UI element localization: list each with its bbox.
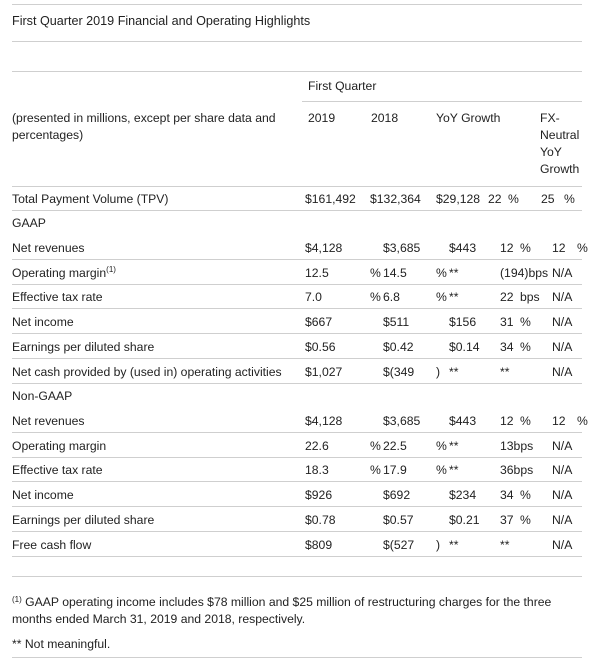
nongaap-cell-d: 12 <box>500 414 514 428</box>
row-rule <box>12 383 582 384</box>
nongaap-row-label <box>12 487 74 503</box>
nongaap-row-label <box>12 537 91 553</box>
gaap-cell-e: N/A <box>552 265 573 280</box>
nongaap-section-title: Non-GAAP <box>12 389 73 403</box>
gaap-cell-a: $667 <box>305 315 333 330</box>
gaap-row-label <box>12 289 103 305</box>
row-label-text: Effective tax rate <box>12 290 103 305</box>
footnote-2: ** Not meaningful. <box>12 637 111 651</box>
row-label-text: Net revenues <box>12 414 85 428</box>
gaap-cell-b: $511 <box>383 315 410 330</box>
nongaap-cell-d: 36bps <box>500 463 534 478</box>
nongaap-cell-d-unit: % <box>520 488 531 503</box>
nongaap-cell-d: 13bps <box>500 438 534 453</box>
row-label-text: Operating margin <box>12 438 107 453</box>
gaap-row-label <box>12 265 116 281</box>
gaap-cell-b-unit: ) <box>436 364 441 379</box>
row-rule <box>12 333 582 334</box>
gaap-cell-e: N/A <box>552 364 573 379</box>
gaap-cell-d-unit: % <box>520 241 531 255</box>
title-rule <box>12 41 582 42</box>
row-label-text: Net revenues <box>12 241 85 255</box>
header-rule <box>12 186 582 187</box>
gaap-cell-b: $0.42 <box>383 339 414 354</box>
nongaap-cell-e: N/A <box>552 512 573 527</box>
gaap-cell-d: 12 <box>500 241 514 255</box>
gaap-cell-b: $(349 <box>383 364 415 379</box>
nongaap-cell-c: ** <box>449 537 459 552</box>
nongaap-cell-a-unit: % <box>370 463 381 478</box>
nongaap-cell-b: $692 <box>383 488 411 503</box>
gaap-cell-a-unit: % <box>370 290 381 305</box>
gaap-cell-b: $3,685 <box>383 241 421 255</box>
gaap-cell-c: $443 <box>449 241 477 255</box>
col-fx-header-1: FX- <box>540 111 560 125</box>
row-label-text: Net income <box>12 488 74 503</box>
row-rule <box>12 432 582 433</box>
bottom-rule <box>12 657 582 658</box>
nongaap-cell-d-unit: % <box>520 414 531 428</box>
gaap-cell-b: 14.5 <box>383 265 407 280</box>
gaap-cell-d: 31 <box>500 315 514 330</box>
nongaap-cell-b: $0.57 <box>383 512 414 527</box>
footnote-rule <box>12 576 582 577</box>
row-rule <box>12 481 582 482</box>
footnote-1 <box>12 594 582 628</box>
gaap-row-label <box>12 240 85 256</box>
col-fx-header-4: Growth <box>540 162 580 176</box>
nongaap-cell-c: ** <box>449 463 459 478</box>
nongaap-row-label <box>12 438 106 454</box>
row-label-header: (presented in millions, except per share data and percentages) <box>12 111 276 142</box>
row-rule <box>12 308 582 309</box>
nongaap-cell-b: 22.5 <box>383 438 407 453</box>
tpv-2019: $161,492 <box>305 192 356 206</box>
row-rule <box>12 531 582 532</box>
nongaap-cell-b-unit: % <box>436 463 447 478</box>
gaap-row-label <box>12 364 282 380</box>
gaap-row-label <box>12 339 154 355</box>
nongaap-cell-d: 37 <box>500 512 514 527</box>
nongaap-cell-c: $0.21 <box>449 512 480 527</box>
gaap-cell-a-unit: % <box>370 265 381 280</box>
gaap-cell-a: $0.56 <box>305 339 336 354</box>
nongaap-row-label <box>12 413 85 429</box>
nongaap-cell-d: 34 <box>500 488 514 503</box>
gaap-cell-a: 12.5 <box>305 265 329 280</box>
gaap-cell-c: $156 <box>449 315 477 330</box>
col-2018-header: 2018 <box>371 111 399 125</box>
gaap-section-title: GAAP <box>12 216 46 230</box>
nongaap-cell-a: 18.3 <box>305 463 329 478</box>
nongaap-row-label <box>12 462 103 478</box>
nongaap-cell-e-unit: % <box>577 414 588 428</box>
table-top-rule <box>12 71 582 72</box>
page-title: First Quarter 2019 Financial and Operating Highlights <box>12 14 311 28</box>
gaap-cell-c: ** <box>449 364 459 379</box>
nongaap-cell-a: 22.6 <box>305 438 329 453</box>
gaap-cell-a: 7.0 <box>305 290 322 305</box>
gaap-cell-a: $1,027 <box>305 364 343 379</box>
row-label-text: Free cash flow <box>12 537 92 552</box>
nongaap-cell-b-unit: % <box>436 438 447 453</box>
row-rule <box>12 457 582 458</box>
row-label-text: Earnings per diluted share <box>12 339 155 354</box>
gaap-cell-e: N/A <box>552 315 573 330</box>
gaap-cell-d: 34 <box>500 339 514 354</box>
tpv-label: Total Payment Volume (TPV) <box>12 192 169 206</box>
gaap-cell-d: 22 <box>500 290 514 305</box>
footnote-1-marker: (1) <box>12 595 22 604</box>
row-rule <box>12 210 582 211</box>
gaap-cell-c: $0.14 <box>449 339 480 354</box>
gaap-cell-c: ** <box>449 265 459 280</box>
nongaap-cell-c: $234 <box>449 488 477 503</box>
col-fx-header-2: Neutral <box>540 128 580 142</box>
nongaap-cell-e: N/A <box>552 488 573 503</box>
nongaap-cell-a: $809 <box>305 537 333 552</box>
tpv-fx: 25 <box>541 192 555 206</box>
gaap-row-label <box>12 314 74 330</box>
nongaap-cell-e: N/A <box>552 463 573 478</box>
row-label-text: Net cash provided by (used in) operating activities <box>12 364 282 379</box>
gaap-cell-d-unit: % <box>520 339 531 354</box>
row-label-text: Net income <box>12 315 74 330</box>
gaap-cell-d-unit: bps <box>520 290 540 305</box>
footnote-1-text: GAAP operating income includes $78 million and $25 million of restructuring charges for the three months ended March 31, 2019 and 2018, respectively. <box>12 595 552 626</box>
nongaap-cell-b: 17.9 <box>383 463 407 478</box>
gaap-cell-b: 6.8 <box>383 290 400 305</box>
gaap-cell-d: ** <box>500 364 510 379</box>
footnote-marker: (1) <box>106 264 116 274</box>
nongaap-cell-c: ** <box>449 438 459 453</box>
gaap-cell-a: $4,128 <box>305 241 343 255</box>
row-rule <box>12 284 582 285</box>
tpv-yoy-abs: $29,128 <box>436 192 481 206</box>
nongaap-row-label <box>12 512 154 528</box>
nongaap-cell-a-unit: % <box>370 438 381 453</box>
col-2019-header: 2019 <box>308 111 336 125</box>
gaap-cell-b-unit: % <box>436 290 447 305</box>
top-rule <box>12 4 582 5</box>
row-rule <box>12 556 582 557</box>
nongaap-cell-b: $3,685 <box>383 414 421 428</box>
nongaap-cell-e: N/A <box>552 438 573 453</box>
nongaap-cell-b: $(527 <box>383 537 415 552</box>
nongaap-cell-a: $0.78 <box>305 512 336 527</box>
gaap-cell-e-unit: % <box>577 241 588 255</box>
nongaap-cell-a: $4,128 <box>305 414 343 428</box>
gaap-cell-d: (194)bps <box>500 265 549 280</box>
nongaap-cell-b-unit: ) <box>436 537 441 552</box>
nongaap-cell-a: $926 <box>305 488 333 503</box>
tpv-yoy-pct: 22 <box>488 192 502 206</box>
gaap-cell-b-unit: % <box>436 265 447 280</box>
nongaap-cell-c: $443 <box>449 414 477 428</box>
gaap-cell-e: 12 <box>552 241 566 255</box>
row-label-text: Operating margin <box>12 265 107 280</box>
tpv-2018: $132,364 <box>370 192 421 206</box>
row-rule <box>12 259 582 260</box>
tpv-fx-unit: % <box>564 192 575 206</box>
period-header: First Quarter <box>308 79 377 93</box>
period-rule <box>302 101 582 102</box>
gaap-cell-e: N/A <box>552 290 573 305</box>
row-rule <box>12 506 582 507</box>
gaap-cell-d-unit: % <box>520 315 531 330</box>
col-yoy-header: YoY Growth <box>436 111 501 125</box>
nongaap-cell-e: 12 <box>552 414 566 428</box>
nongaap-cell-d: ** <box>500 537 510 552</box>
row-label-text: Effective tax rate <box>12 463 103 478</box>
row-label-text: Earnings per diluted share <box>12 512 155 527</box>
col-fx-header-3: YoY <box>540 145 562 159</box>
nongaap-cell-d-unit: % <box>520 512 531 527</box>
row-rule <box>12 358 582 359</box>
nongaap-cell-e: N/A <box>552 537 573 552</box>
gaap-cell-e: N/A <box>552 339 573 354</box>
tpv-yoy-unit: % <box>508 192 519 206</box>
gaap-cell-c: ** <box>449 290 459 305</box>
